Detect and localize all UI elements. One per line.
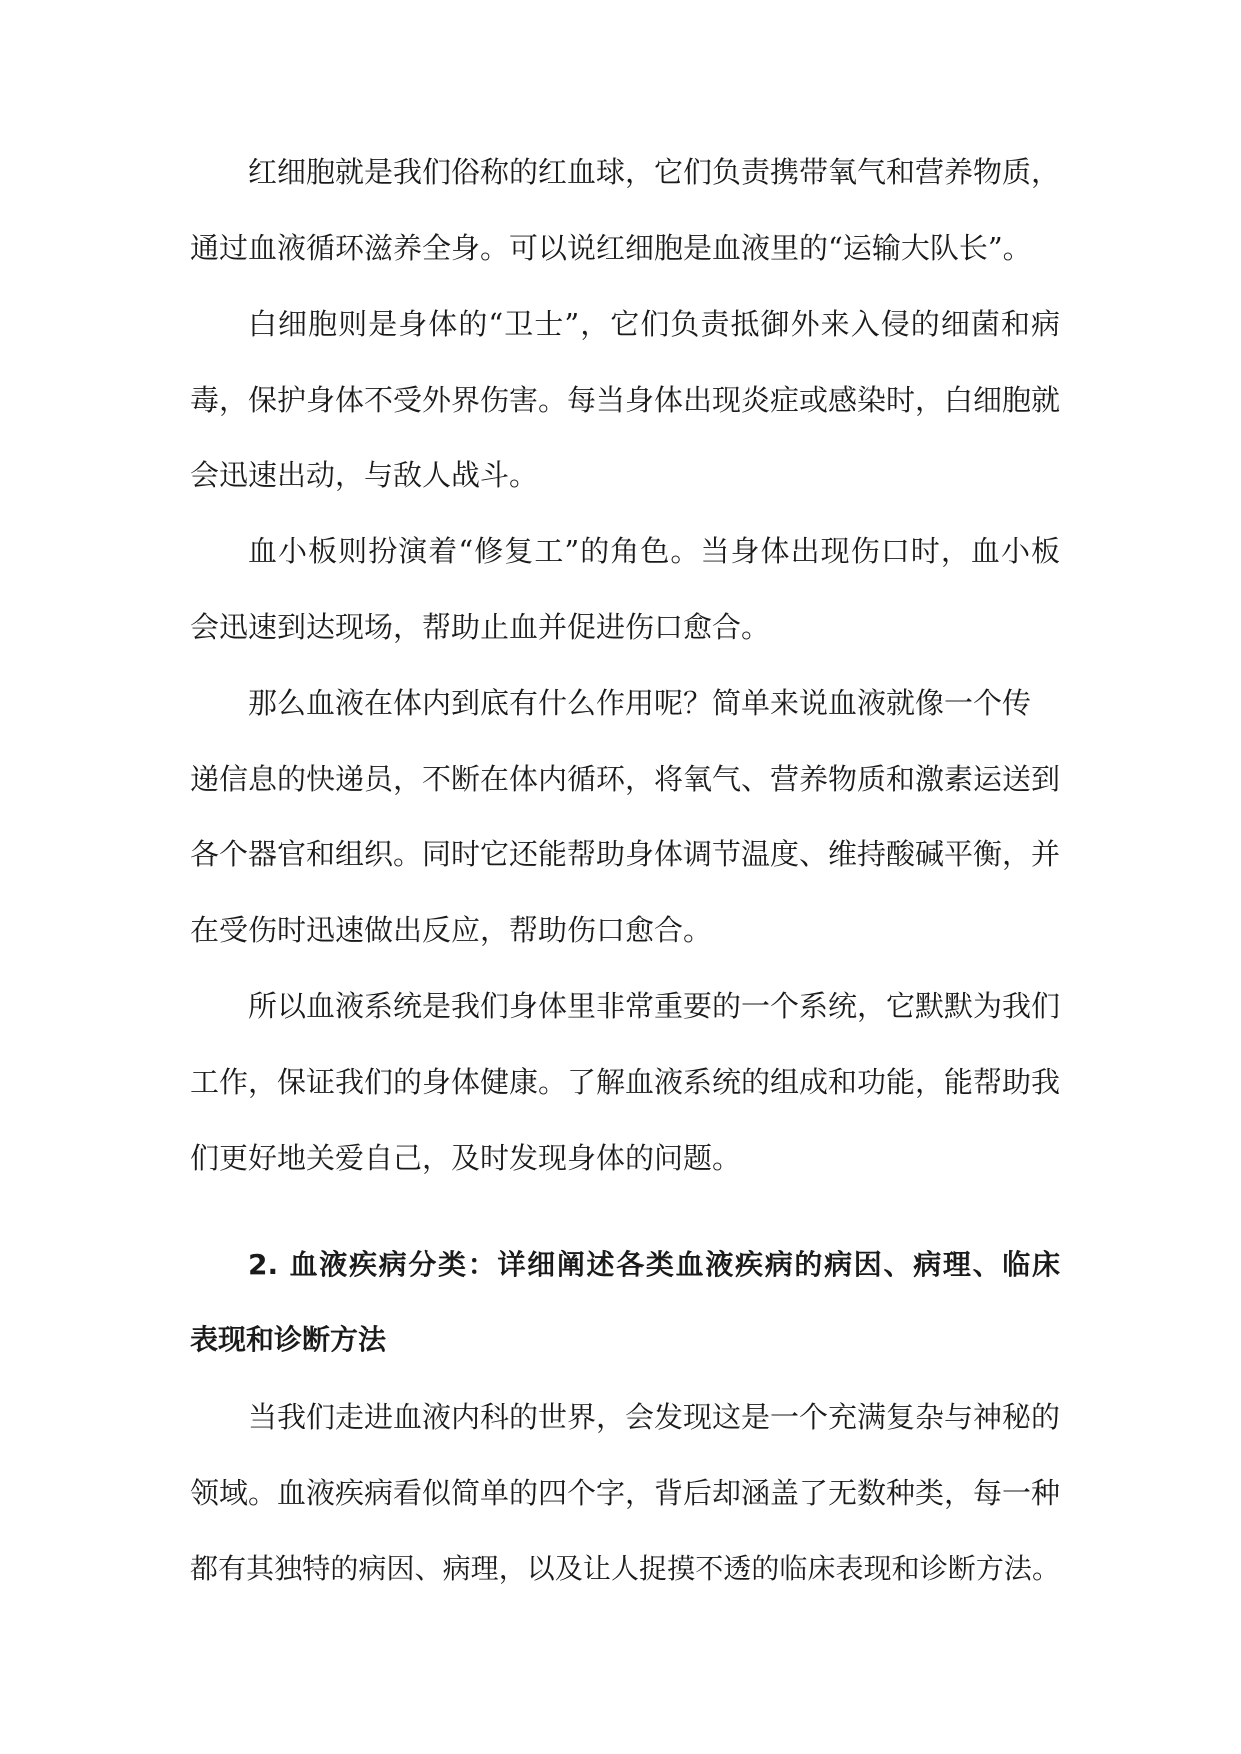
section-heading-line-2: 表现和诊断方法 [190, 1323, 387, 1356]
paragraph-red-cells-line-1: 红细胞就是我们俗称的红血球，它们负责携带氧气和营养物质， [248, 155, 1061, 189]
paragraph-white-cells-line-2: 毒，保护身体不受外界伤害。每当身体出现炎症或感染时，白细胞就 [190, 383, 1061, 417]
paragraph-blood-function-line-2: 递信息的快递员，不断在体内循环，将氧气、营养物质和激素运送到 [190, 762, 1061, 796]
paragraph-blood-function-line-1: 那么血液在体内到底有什么作用呢？简单来说血液就像一个传 [248, 686, 1032, 720]
paragraph-blood-function-line-3: 各个器官和组织。同时它还能帮助身体调节温度、维持酸碱平衡，并 [190, 837, 1061, 871]
paragraph-blood-system-line-2: 工作，保证我们的身体健康。了解血液系统的组成和功能，能帮助我 [190, 1065, 1061, 1099]
paragraph-intro-line-3: 都有其独特的病因、病理，以及让人捉摸不透的临床表现和诊断方法。 [190, 1552, 1060, 1585]
paragraph-platelets-line-1: 血小板则扮演着“修复工”的角色。当身体出现伤口时，血小板 [248, 534, 1060, 568]
paragraph-intro-line-2: 领域。血液疾病看似简单的四个字，背后却涵盖了无数种类，每一种 [190, 1476, 1061, 1510]
paragraph-white-cells-line-3: 会迅速出动，与敌人战斗。 [190, 458, 539, 492]
paragraph-blood-system-line-1: 所以血液系统是我们身体里非常重要的一个系统，它默默为我们 [248, 989, 1061, 1023]
paragraph-intro-line-1: 当我们走进血液内科的世界，会发现这是一个充满复杂与神秘的 [248, 1400, 1061, 1434]
paragraph-blood-system-line-3: 们更好地关爱自己，及时发现身体的问题。 [190, 1141, 742, 1175]
paragraph-red-cells-line-2: 通过血液循环滋养全身。可以说红细胞是血液里的“运输大队长”。 [190, 231, 1032, 265]
paragraph-platelets-line-2: 会迅速到达现场，帮助止血并促进伤口愈合。 [190, 610, 771, 644]
paragraph-white-cells-line-1: 白细胞则是身体的“卫士”，它们负责抵御外来入侵的细菌和病 [248, 307, 1060, 341]
paragraph-blood-function-line-4: 在受伤时迅速做出反应，帮助伤口愈合。 [190, 913, 713, 947]
section-heading-line-1: 2. 血液疾病分类：详细阐述各类血液疾病的病因、病理、临床 [248, 1248, 1060, 1281]
